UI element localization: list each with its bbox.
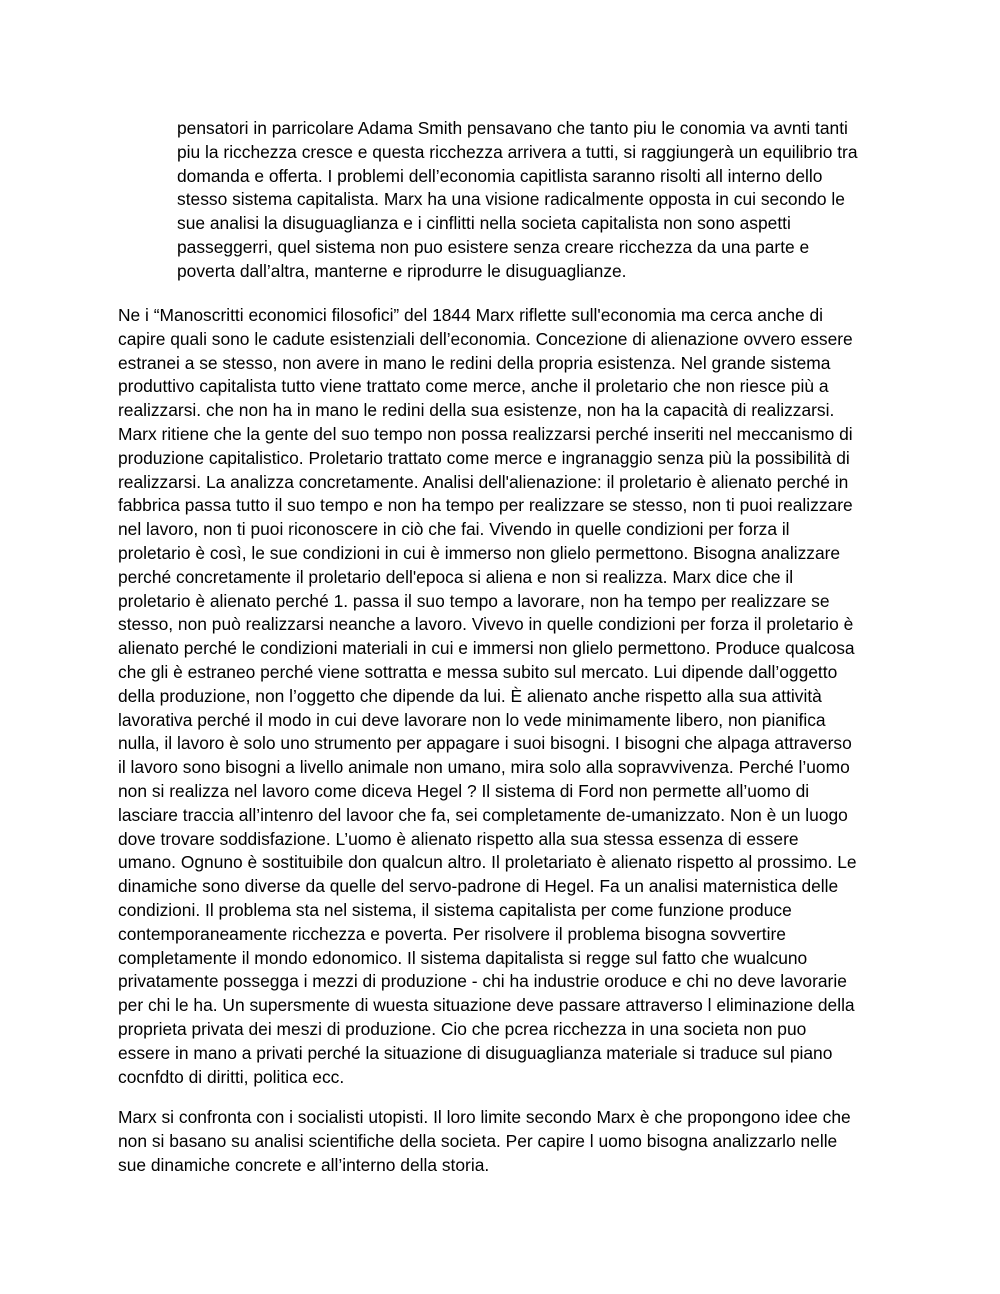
text-line: realizzarsi. La analizza concretamente. Analisi dell'alienazione: il proletario è alienato perché in [118, 471, 849, 492]
text-line: il lavoro sono bisogni a livello animale non umano, mira solo alla sopravvivenza. Perché l’uomo [118, 757, 850, 778]
text-line: sue analisi la disuguaglianza e i cinflitti nella societa capitalista non sono aspetti [177, 213, 791, 234]
text-line: fabbrica passa tutto il suo tempo e non ha tempo per realizzare se stesso, non ti puoi realizzare [118, 495, 853, 516]
text-line: completamente il mondo edonomico. Il sistema dapitalista si regge sul fatto che wualcuno [118, 947, 808, 968]
text-line: stesso sistema capitalista. Marx ha una visione radicalmente opposta in cui secondo le [177, 189, 845, 210]
text-line: nulla, il lavoro è solo uno strumento per appagare i suoi bisogni. I bisogni che alpaga attraverso [118, 733, 852, 754]
text-line: poverta dall’altra, manterne e riprodurre le disuguaglianze. [177, 260, 627, 281]
text-line: stesso, non può realizzarsi neanche a lavoro. Vivevo in quelle condizioni per forza il proletario è [118, 614, 854, 635]
body-paragraph-alienation [118, 304, 857, 1089]
text-line: della produzione, non l’oggetto che dipende da lui. È alienato anche rispetto alla sua attività [118, 685, 822, 706]
text-line: condizioni. Il problema sta nel sistema, il sistema capitalista per come funzione produce [118, 899, 792, 920]
text-line: perché concretamente il proletario dell'epoca si aliena e non si realizza. Marx dice che il [118, 566, 794, 587]
text-line: dove trovare soddisfazione. L’uomo è alienato rispetto alla sua stessa essenza di essere [118, 828, 799, 849]
text-line: che gli è estraneo perché viene sottratta e messa subito sul mercato. Lui dipende dall’oggetto [118, 661, 838, 682]
indented-paragraph [177, 117, 858, 284]
text-line: umano. Ognuno è sostituibile don qualcun altro. Il proletariato è alienato rispetto al prossimo. Le [118, 852, 857, 873]
text-line: per chi le ha. Un supersmente di wuesta situazione deve passare attraverso l eliminazione della [118, 995, 855, 1016]
text-line: non si basano su analisi scientifiche della societa. Per capire l uomo bisogna analizzarlo nelle [118, 1130, 838, 1151]
body-paragraph-utopian-socialists [118, 1106, 851, 1177]
text-line: estranei a se stesso, non avere in mano le redini della propria esistenza. Nel grande sistema [118, 352, 831, 373]
text-line: domanda e offerta. I problemi dell’economia capitlista saranno risolti all interno dello [177, 165, 823, 186]
text-line: Marx ritiene che la gente del suo tempo non possa realizzarsi perché inseriti nel meccanismo di [118, 423, 853, 444]
text-line: Marx si confronta con i socialisti utopisti. Il loro limite secondo Marx è che propongono idee che [118, 1107, 851, 1127]
text-line: piu la ricchezza cresce e questa ricchezza arrivera a tutti, si raggiungerà un equilibrio tra [177, 141, 858, 162]
text-line: alienato perché le condizioni materiali in cui e immersi non glielo permettono. Produce qualcosa [118, 638, 855, 659]
text-line: sue dinamiche concrete e all’interno della storia. [118, 1154, 490, 1175]
text-line: contemporaneamente ricchezza e poverta. Per risolvere il problema bisogna sovvertire [118, 923, 786, 944]
text-line: realizzarsi. che non ha in mano le redini della sua esistenze, non ha la capacità di realizzarsi. [118, 400, 835, 421]
text-line: dinamiche sono diverse da quelle del servo-padrone di Hegel. Fa un analisi maternistica delle [118, 876, 839, 897]
text-line: cocnfdto di diritti, politica ecc. [118, 1066, 345, 1087]
text-line: privatamente possegga i mezzi di produzione - chi ha industrie oroduce e chi no deve lavorarie [118, 971, 847, 992]
text-line: essere in mano a privati perché la situazione di disuguaglianza materiale si traduce sul piano [118, 1042, 833, 1063]
text-line: proletario è alienato perché 1. passa il suo tempo a lavorare, non ha tempo per realizzare se [118, 590, 830, 611]
text-line: produttivo capitalista tutto viene trattato come merce, anche il proletario che non riesce più a [118, 376, 829, 397]
text-line: proprieta privata dei meszi di produzione. Cio che pcrea ricchezza in una societa non puo [118, 1018, 807, 1039]
text-line: lasciare traccia all’intenro del lavoor che fa, sei completamente de-umanizzato. Non è un luogo [118, 804, 848, 825]
text-line: nel lavoro, non ti puoi riconoscere in ciò che fai. Vivendo in quelle condizioni per forza il [118, 519, 790, 540]
text-line: produzione capitalistico. Proletario trattato come merce e ingranaggio senza più la possibilità di [118, 447, 850, 468]
text-line: lavorativa perché il modo in cui deve lavorare non lo vede minimamente libero, non pianifica [118, 709, 826, 730]
text-line: capire quali sono le cadute esistenziali dell’economia. Concezione di alienazione ovvero essere [118, 328, 853, 349]
text-line: proletario è così, le sue condizioni in cui è immerso non glielo permettono. Bisogna analizzare [118, 542, 841, 563]
text-line: passeggerri, quel sistema non puo esistere senza creare ricchezza da una parte e [177, 236, 810, 257]
text-line: Ne i “Manoscritti economici filosofici” del 1844 Marx riflette sull'economia ma cerca anche di [118, 305, 824, 325]
text-line: pensatori in parricolare Adama Smith pensavano che tanto piu le conomia va avnti tanti [177, 118, 848, 138]
text-line: non si realizza nel lavoro come diceva Hegel ? Il sistema di Ford non permette all’uomo di [118, 780, 810, 801]
